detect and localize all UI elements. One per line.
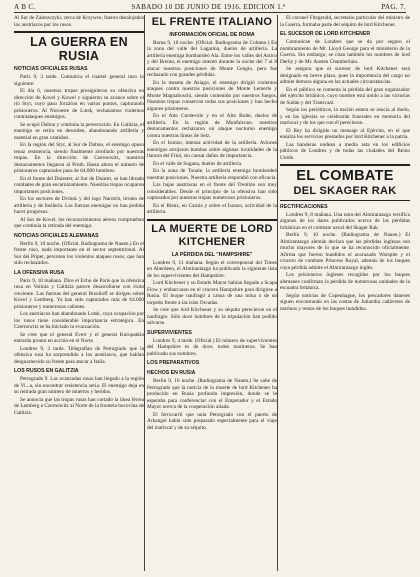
paragraph: Según noticias de Copenhague, los pescadores daneses siguen encontrando en las costas de Jutlandia cadáveres de marinos y restos de los buques hundidos. — [280, 292, 410, 312]
paragraph: En los sectores de Dvinsk y del lago Narotch, tiroteo de artillería y de fusilería. Las fuerzas enemigas no han podido hacer progresos. — [14, 196, 144, 215]
subhead-informacion-roma: INFORMACIÓN OFICIAL DE ROMA — [169, 31, 255, 38]
subhead-rectificaciones: RECTIFICACIONES — [280, 203, 328, 210]
paragraph: Los austriacos han abandonado Lutsk, cuya ocupación por los rusos tiene considerable importancia estratégica. En Czernowitz se ha iniciado la evacuación. — [14, 311, 144, 330]
headline-skager-rak: DEL SKAGER RAK — [293, 185, 397, 197]
paragraph: En el Alto Cordevole y en el Alto Boite, duelos de artillería. En la región de Monfalcone, nuestros destacamentos rechazaron un ataque nocturno enemigo contra nuestras líneas de Selz. — [147, 113, 277, 139]
paragraph: Se cree que lord Kitchener y su séquito perecieron en el naufragio. Sólo doce hombres de la tripulación han podido salvarse. — [147, 307, 277, 326]
paragraph: Berlín 9, 10 noche. (Radiograma de Nauen.) Se sabe de Petrogrado que la noticia de la muerte de lord Kitchener ha producido en Rusia profunda impresión, donde se le esperaba para conferenciar con el Emperador y el Estado Mayor acerca de la cooperación aliada. — [147, 378, 277, 410]
paragraph: En el valle de Sugana, duelos de artillería. — [153, 160, 243, 167]
section-rule — [147, 219, 277, 221]
subhead-rusos-galitzia: LOS RUSOS EN GALITZIA — [14, 368, 79, 374]
headline-el-combate: EL COMBATE — [296, 168, 394, 184]
paragraph: Londres 9, 8 mañana. Una nota del Almirantazgo rectifica algunos de los datos publicados acerca de las pérdidas británicas en el combate naval del Skager Rak. — [280, 211, 410, 231]
header-page: PAG. 7. — [381, 3, 406, 11]
header-date: SABADO 10 DE JUNIO DE 1916. EDICION 1.ª — [131, 3, 286, 11]
column-2 — [147, 15, 277, 571]
paragraph: Berlín 9, 10 noche. (Radiograma de Nauen.) El Almirantazgo alemán declara que las pérdidas inglesas son mucho mayores de lo que se ha reconocido oficialmente. Afirma que fueron hundidos el acorazado Warspite y el crucero de combate Princess Royal, además de los buques cuya pérdida admite el Almirantazgo inglés. — [280, 232, 410, 271]
paragraph: Roma 9, 10 noche. (Oficial. Radiograma de Coltano.) En la zona del valle del Lagarina, duelos de artillería. La artillería enemiga bombardeó Ala. Entre los valles del Astico y del Brenta, el enemigo intentó durante la noche del 7 al 8 atacar nuestras posiciones de Monte Cengio, pero fue rechazado con grandes pérdidas. — [147, 39, 277, 78]
paragraph: Petrogrado 9. Las avanzadas rusas han llegado a la región de Vi...a, sin encontrar resistencia seria. El enemigo deja en su retirada gran número de muertos y heridos. — [14, 376, 144, 395]
section-rule — [280, 164, 410, 166]
paragraph: El día 6, nuestras tropas prosiguieron su ofensiva en dirección de Kovel y Kowel y siguieron su avance sobre el río Styr, cuyo paso forzaron en varios puntos, capturando prisioneros. Al Noroeste de Lutsk, rechazamos violentos contraataques enemigos. — [14, 88, 144, 120]
paragraph: Los prisioneros ingleses recogidos por los buques alemanes confirman la pérdida de numerosas unidades de la escuadra británica. — [280, 272, 410, 291]
intro-paragraph: Al Sur de Zaleszczyki, cerca de Krzywce, fueron desalojados los austriacos por los rusos. — [14, 15, 144, 28]
paragraph: Londres 9, 4 tarde. (Oficial.) El número de supervivientes del Hampshire es de doce, todos marineros. Se han publicado sus nombres. — [147, 337, 277, 357]
paragraph: En la zona de Tonale, la artillería enemiga bombardeó nuestras posiciones. Nuestra artillería respondió con eficacia. — [147, 168, 277, 181]
paragraph: En la región del Styr, al Sur de Dubno, el enemigo opuso tenaz resistencia, siendo finalmente arrollado por nuestras tropas. En la dirección de Czernowitz, nuestros destacamentos llegaron al Pruth. Hasta ahora el número de prisioneros capturados pasa de 64.000 hombres. — [14, 142, 144, 174]
paragraph: París 9, 3 tarde. Comunica el cuartel general ruso lo siguiente: — [14, 74, 144, 87]
paragraph: Según los periódicos, la nación entera se asocia al duelo, y en las iglesias se celebrarán funerales en memoria del mariscal y de los que con él perecieron. — [280, 107, 410, 126]
section-rule — [14, 31, 144, 33]
paragraph: En el público se comenta la pérdida del gran organizador del ejército británico, cuyo nombre está unido a las victorias de Sudán y del Transvaal. — [280, 86, 410, 106]
subhead-ofensiva-rusa: LA OFENSIVA RUSA — [14, 269, 65, 276]
paragraph: En el Rienz, en Carnia y sobre el Isonzo, actividad de la artillería. — [147, 202, 277, 215]
paragraph: Lord Kitchener y su Estado Mayor habían llegado a Scapa Flow y embarcaron en el crucero Hampshire para dirigirse a Rusia. El buque naufragó a causa de una mina o de un torpedo frente a las islas Orcadas. — [147, 280, 277, 306]
column-1 — [14, 15, 144, 571]
page-header — [14, 2, 406, 12]
paragraph: París 9, 10 mañana. Dice el Echo de Paris que la ofensiva rusa en Volinia y Galitzia parece desarrollarse con éxito creciente. Las fuerzas del general Brusiloff se dirigen sobre Kovel y Lemberg. Ya han sido capturados más de 64.000 prisioneros y numerosos cañones. — [14, 277, 144, 310]
subhead-oficiales-alemanas: NOTICIAS OFICIALES ALEMANAS — [14, 232, 99, 239]
headline-muerte-kitchener: LA MUERTE DE LORD — [151, 222, 273, 235]
section-rule — [280, 200, 410, 201]
paragraph: En la meseta de Asiago, el enemigo dirigió violentos ataques contra nuestras posiciones de Monte Lemerle y Monte Magnaboschi, siendo contenido por nuestros fuegos. Nuestras tropas conservan todas sus posiciones y han hecho algunos prisioneros. — [147, 79, 277, 112]
subhead-hechos-rusia: HECHOS EN RUSIA — [147, 370, 196, 376]
subhead-hampshire: LA PÉRDIDA DEL "HAMPSHIRE" — [171, 251, 253, 258]
subhead-supervivientes: SUPERVIVIENTES — [147, 329, 192, 336]
column-3 — [280, 15, 410, 571]
paragraph: Las banderas ondean a media asta en los edificios públicos de Londres y de todas las ciudades del Reino Unido. — [280, 141, 410, 161]
paragraph: El Rey ha dirigido un mensaje al Ejército, en el que ensalza los servicios prestados por lord Kitchener a la patria. — [280, 127, 410, 140]
header-rule — [14, 12, 406, 13]
subhead-sucesor-kitchener: EL SUCESOR DE LORD KITCHENER — [280, 31, 371, 37]
paragraph: Comunican de Londres que se da por seguro el nombramiento de Mr. Lloyd George para el ministerio de la Guerra. Sin embargo, se citan también los nombres de lord Derby y de Mr. Austen Chamberlain. — [280, 39, 410, 65]
paragraph: Las bajas austriacas en el frente del Trentino son muy considerables. Desde el principio de la ofensiva han sido capturados por nuestras tropas numerosos prisioneros. — [147, 182, 277, 201]
paragraph: Se ocupó Dubno y continúa la persecución. En Galitzia, el enemigo se retira en desorden, abandonando artillería y material en gran cantidad. — [14, 121, 144, 141]
paragraph: En el frente del Dniester, al Sur de Dniestr, se han librado combates de gran encarnizamiento. Nuestras tropas ocuparon importantes posiciones. — [14, 175, 144, 195]
paragraph: Londres 9, 3 tarde. Telegrafían de Petrogrado que la ofensiva rusa ha sorprendido a los austriacos, que habían desguarnecido su frente para atacar a Italia. — [14, 345, 144, 365]
paragraph: En el Isonzo, intensa actividad de la artillería. Aviones enemigos arrojaron bombas sobre algunas localidades de la llanura del Friul, sin causar daños de importancia. — [147, 140, 277, 159]
paragraph: Se cree que el general Evert y el general Kuropatkin entrarán pronto en acción en el Norte. — [14, 331, 144, 344]
headline-guerra-rusia: LA GUERRA EN RUSIA — [30, 35, 128, 63]
paragraph: El ferrocarril que unía Petrogrado con el puerto de Arkangel había sido preparado especialmente para el viaje del mariscal y de su séquito. — [147, 411, 277, 431]
paragraph: Se asegura que el sucesor de lord Kitchener será designado en breve plazo, pues la importancia del cargo no admite demora alguna en las actuales circunstancias. — [280, 66, 410, 85]
column-divider — [144, 15, 145, 571]
paragraph: Londres 9, 11 mañana. Según el corresponsal del Times en Aberdeen, el Almirantazgo ha publicado la siguiente lista de los supervivientes del Hampshire. — [147, 259, 277, 279]
paragraph: Se anuncia que las tropas rusas han cortado la línea férrea de Lemberg a Czernowitz al Norte de la frontera bucovina de Galitzia. — [14, 396, 144, 416]
subhead-oficiales-rusas: NOTICIAS OFICIALES RUSAS — [14, 66, 88, 72]
headline-frente-italiano: EL FRENTE ITALIANO — [151, 16, 273, 28]
subhead-preparativos: LOS PREPARATIVOS — [147, 360, 200, 366]
paragraph: Al Sur de Kovel, los reconocimientos aéreos comprueban que continúa la retirada del enemigo. — [14, 216, 144, 229]
headline-kitchener: KITCHENER — [178, 236, 246, 248]
header-left: A B C. — [14, 3, 36, 11]
column-divider — [277, 15, 278, 571]
paragraph: El coronel Fitzgerald, secretario particular del ministro de la Guerra, formaba parte del séquito de lord Kitchener. — [280, 15, 410, 28]
paragraph: Berlín 9, 10 noche. (Oficial. Radiograma de Nauen.) En el frente ruso, nada importante en el sector septentrional. Al Sur del Pripet, persisten los violentos ataques rusos, que han sido rechazados. — [14, 240, 144, 266]
